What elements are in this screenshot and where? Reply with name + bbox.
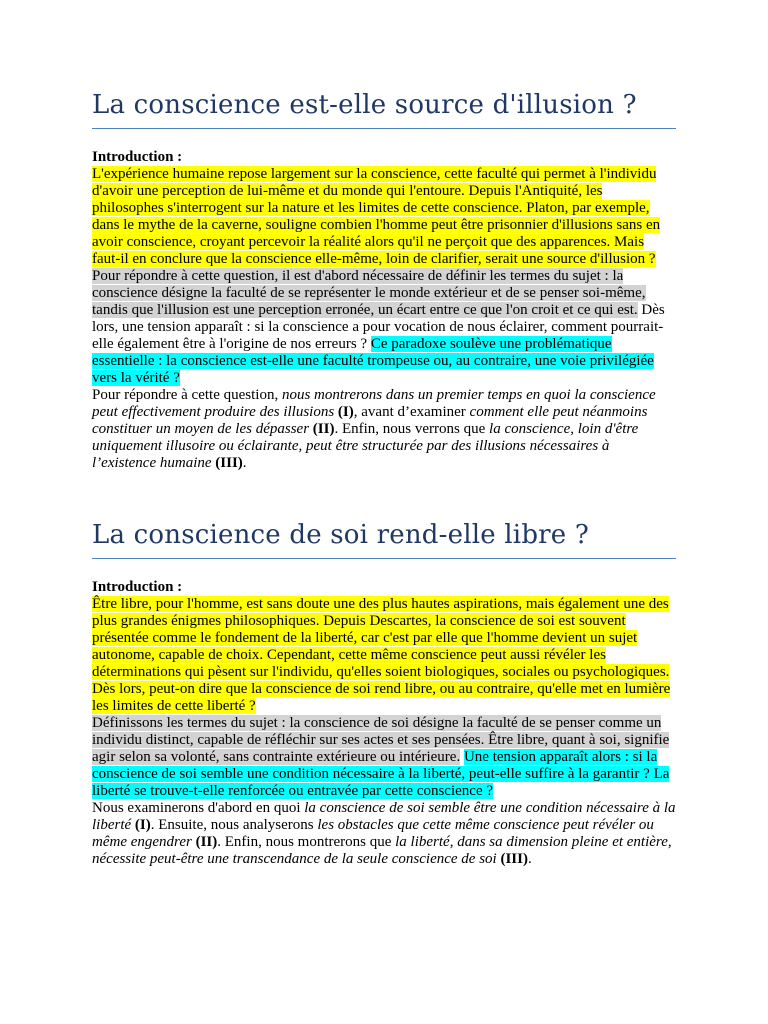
section-1 [92,88,676,472]
italic-run: comment elle peut néanmoins constituer un moyen de les dépasser [92,404,648,437]
text-run: . [527,851,532,867]
text-run: Nous examinerons d'abord en quoi [92,800,305,816]
section-body [92,579,676,868]
italic-run: la conscience, loin d'être uniquement illusoire ou éclairante, peut être structurée par des illusions nécessaires à l’existence humaine [92,421,639,471]
bold-run: (II) [312,421,335,437]
highlight-yellow: L'expérience humaine repose largement sur la conscience, cette faculté qui permet à l'individu d'avoir une perception de lui-même et du monde qui l'entoure. Depuis l'Antiquité, les philosophes s'interrogent sur la nature et les limites de cette conscience. Platon, par exemple, dans le mythe de la caverne, souligne combien l'homme peut être prisonnier d'illusions sans en avoir conscience, croyant percevoir la réalité alors qu'il ne perçoit que des apparences. Mais faut-il en conclure que la conscience elle-même, loin de clarifier, serait une source d'illusion ? [92,166,661,267]
bold-run: (I) [337,404,354,420]
text-run: . Enfin, nous verrons que [334,421,490,437]
bold-run: (II) [195,834,218,850]
text-run: , avant d’examiner [353,404,470,420]
paragraph-2-plain: Dès lors, une tension apparaît : si la conscience a pour vocation de nous éclairer, comment pourrait-elle également être à l'origine de nos erreurs ? [92,302,665,352]
section-title: La conscience est-elle source d'illusion ? [92,88,676,129]
intro-label: Introduction : [92,149,183,165]
paragraph-1 [92,166,676,268]
highlight-cyan: Une tension apparaît alors : si la conscience de soi semble une condition nécessaire à la liberté, peut-elle suffire à la garantir ? La liberté se trouve-t-elle renforcée ou entravée par cette conscience ? [92,749,670,799]
highlight-cyan: Ce paradoxe soulève une problématique essentielle : la conscience est-elle une faculté trompeuse ou, au contraire, une voie privilégiée vers la vérité ? [92,336,654,386]
text-run: . Enfin, nous montrerons que [217,834,396,850]
paragraph-1 [92,596,676,715]
highlight-gray: Pour répondre à cette question, il est d'abord nécessaire de définir les termes du sujet : la conscience désigne la faculté de se représenter le monde extérieur et de se penser soi-même, tandis que l'illusion est une perception erronée, un écart entre ce que l'on croit et ce qui est. [92,268,646,318]
bold-run: (III) [215,455,243,471]
paragraph-3 [92,387,676,472]
paragraph-2 [92,715,676,800]
section-title: La conscience de soi rend-elle libre ? [92,518,676,559]
text-run: . [242,455,247,471]
bold-run: (I) [134,817,151,833]
section-2 [92,518,676,868]
text-run: . Ensuite, nous analyserons [150,817,318,833]
paragraph-2 [92,268,676,387]
intro-label: Introduction : [92,579,183,595]
italic-run: la conscience de soi semble être une condition nécessaire à la liberté [92,800,676,833]
text-run: Pour répondre à cette question, [92,387,282,403]
highlight-yellow: Être libre, pour l'homme, est sans doute une des plus hautes aspirations, mais également une des plus grandes énigmes philosophiques. Depuis Descartes, la conscience de soi est souvent présentée comme le fondement de la liberté, car c'est par elle que l'homme devient un sujet autonome, capable de choix. Cependant, cette même conscience peut aussi révéler les déterminations qui pèsent sur l'individu, qu'elles soient biologiques, sociales ou psychologiques. Dès lors, peut-on dire que la conscience de soi rend libre, ou au contraire, qu'elle met en lumière les limites de cette liberté ? [92,596,671,714]
bold-run: (III) [500,851,528,867]
section-body [92,149,676,472]
italic-run: la liberté, dans sa dimension pleine et entière, nécessite peut-être une transcendance de la seule conscience de soi [92,834,672,867]
italic-run: les obstacles que cette même conscience peut révéler ou même engendrer [92,817,654,850]
highlight-gray: Définissons les termes du sujet : la conscience de soi désigne la faculté de se penser comme un individu distinct, capable de réfléchir sur ses actes et ses pensées. Être libre, quant à soi, signifie agir selon sa volonté, sans contrainte extérieure ou intérieure. [92,715,670,765]
italic-run: nous montrerons dans un premier temps en quoi la conscience peut effectivement produire des illusions [92,387,656,420]
paragraph-3 [92,800,676,868]
